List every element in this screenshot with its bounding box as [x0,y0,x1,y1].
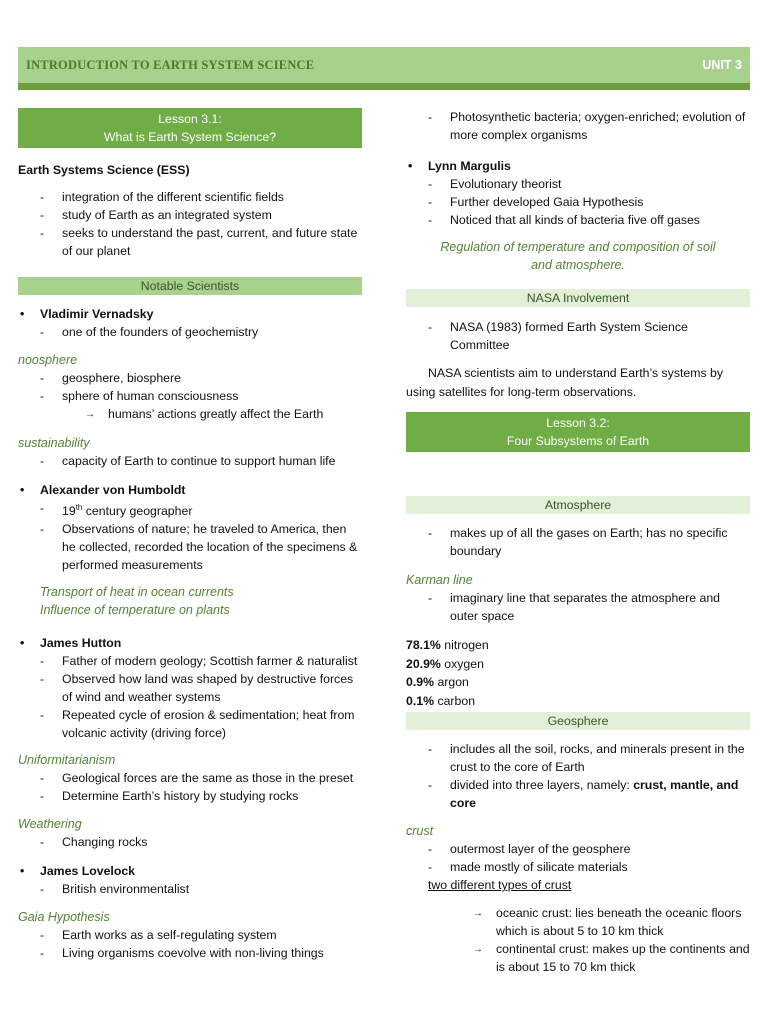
document-title: INTRODUCTION TO EARTH SYSTEM SCIENCE [26,57,315,72]
left-column [18,108,362,962]
list-item: - Noticed that all kinds of bacteria five off gases [428,211,750,229]
list-item: - Observations of nature; he traveled to America, then he collected, recorded the location of the specimens & performed measurements [40,520,362,574]
scientist-vernadsky: • Vladimir Vernadsky [18,305,362,323]
noosphere-list [18,369,362,405]
list-item: - capacity of Earth to continue to support human life [40,452,362,470]
lesson-number: Lesson 3.1: [158,112,222,126]
list-item: - Further developed Gaia Hypothesis [428,193,750,211]
right-column [406,108,750,976]
term-uniformitarianism: Uniformitarianism [18,753,116,768]
atmosphere-list [406,524,750,560]
unit-label: UNIT 3 [702,58,742,72]
gas-percent: 20.9% [406,656,441,671]
list-item [40,499,362,520]
term-noosphere: noosphere [18,353,78,367]
regulation-note: Regulation of temperature and composition of soil and atmosphere. [440,240,716,272]
list-item: - Photosynthetic bacteria; oxygen-enriched; evolution of more complex organisms [428,108,750,144]
list-item: - Living organisms coevolve with non-living things [40,944,362,962]
gas-name: oxygen [440,656,484,671]
list-item: - one of the founders of geochemistry [40,323,362,341]
century-text: century geographer [82,504,193,519]
ess-list [18,188,362,260]
layers-text: divided into three layers, namely: [450,778,634,792]
gas-percent: 0.1% [406,693,435,708]
list-item: - Observed how land was shaped by destructive forces of wind and weather systems [40,670,362,706]
scientist-margulis: • Lynn Margulis [406,157,750,175]
list-item: - Earth works as a self-regulating system [40,926,362,944]
gas-percent: 0.9% [406,675,435,689]
list-item: - integration of the different scientific fields [40,188,362,206]
hutton-list [18,652,362,742]
list-item: - Geological forces are the same as those in the preset [40,769,362,787]
geosphere-list [406,740,750,812]
century-number: 19 [62,504,76,519]
lesson-3-1-banner [18,108,362,148]
gas-row [406,673,750,692]
header-divider [18,83,750,90]
list-item: - made mostly of silicate materials [428,858,750,876]
nasa-list [406,318,750,354]
uniformitarianism-list [18,769,362,805]
atmosphere-composition [406,636,750,710]
term-weathering: Weathering [18,817,82,832]
list-item: - seeks to understand the past, current, and future state of our planet [40,224,362,260]
lesson-title: Four Subsystems of Earth [506,434,650,448]
list-item: - Evolutionary theorist [428,175,750,193]
geosphere-heading: Geosphere [406,712,750,730]
list-item: - geosphere, biosphere [40,369,362,387]
gaia-continued-list [406,108,750,144]
gas-row [406,655,750,674]
list-item: - sphere of human consciousness [40,387,362,405]
list-item: - NASA (1983) formed Earth System Science Committee [428,318,750,354]
atmosphere-heading: Atmosphere [406,496,750,514]
scientist-hutton: • James Hutton [18,634,362,652]
list-item [428,776,750,812]
term-crust: crust [406,824,434,838]
crust-types-list [406,904,750,976]
humboldt-note-2: Influence of temperature on plants [40,603,230,618]
list-item: - includes all the soil, rocks, and minerals present in the crust to the core of Earth [428,740,750,776]
ess-heading: Earth Systems Science (ESS) [18,163,190,177]
notable-scientists-heading: Notable Scientists [18,277,362,295]
layers-names: crust, mantle, and core [450,778,739,810]
lesson-3-2-banner [406,412,750,452]
gas-name: nitrogen [440,638,489,652]
margulis-list [406,175,750,229]
nasa-heading: NASA Involvement [406,289,750,307]
list-item: - makes up of all the gases on Earth; has no specific boundary [428,524,750,560]
lovelock-list [18,880,362,898]
lesson-number: Lesson 3.2: [546,416,610,430]
crust-types-heading: two different types of crust [428,878,572,892]
term-gaia-hypothesis: Gaia Hypothesis [18,910,110,925]
list-item: - Determine Earth’s history by studying rocks [40,787,362,805]
list-item: - Repeated cycle of erosion & sedimentation; heat from volcanic activity (driving force) [40,706,362,742]
vernadsky-list [18,323,362,341]
gaia-list [18,926,362,962]
gas-name: argon [434,675,469,689]
gas-percent: 78.1% [406,638,441,652]
gas-row [406,636,750,655]
list-item: - Changing rocks [40,833,362,851]
weathering-list [18,833,362,851]
noosphere-arrow-list [18,405,362,423]
humboldt-list [18,499,362,574]
page-header [18,47,750,83]
gas-row [406,692,750,711]
list-item: - British environmentalist [40,880,362,898]
list-item: - outermost layer of the geosphere [428,840,750,858]
list-item: → humans’ actions greatly affect the Earth [85,405,362,423]
list-item: → oceanic crust: lies beneath the oceanic floors which is about 5 to 10 km thick [473,904,750,940]
term-sustainability: sustainability [18,436,90,450]
scientist-humboldt: • Alexander von Humboldt [18,481,362,499]
lesson-title: What is Earth System Science? [103,130,277,144]
karman-list [406,589,750,625]
list-item: - imaginary line that separates the atmosphere and outer space [428,589,750,625]
scientist-lovelock: • James Lovelock [18,862,362,880]
humboldt-note-1: Transport of heat in ocean currents [40,585,234,600]
term-karman-line: Karman line [406,573,473,587]
century-suffix: th [75,503,83,512]
list-item: - Father of modern geology; Scottish farmer & naturalist [40,652,362,670]
list-item: → continental crust: makes up the continents and is about 15 to 70 km thick [473,940,750,976]
gas-name: carbon [434,693,476,708]
nasa-paragraph: NASA scientists aim to understand Earth’s systems by using satellites for long-term observations. [406,366,724,399]
sustainability-list [18,452,362,470]
crust-list [406,840,750,876]
list-item: - study of Earth as an integrated system [40,206,362,224]
